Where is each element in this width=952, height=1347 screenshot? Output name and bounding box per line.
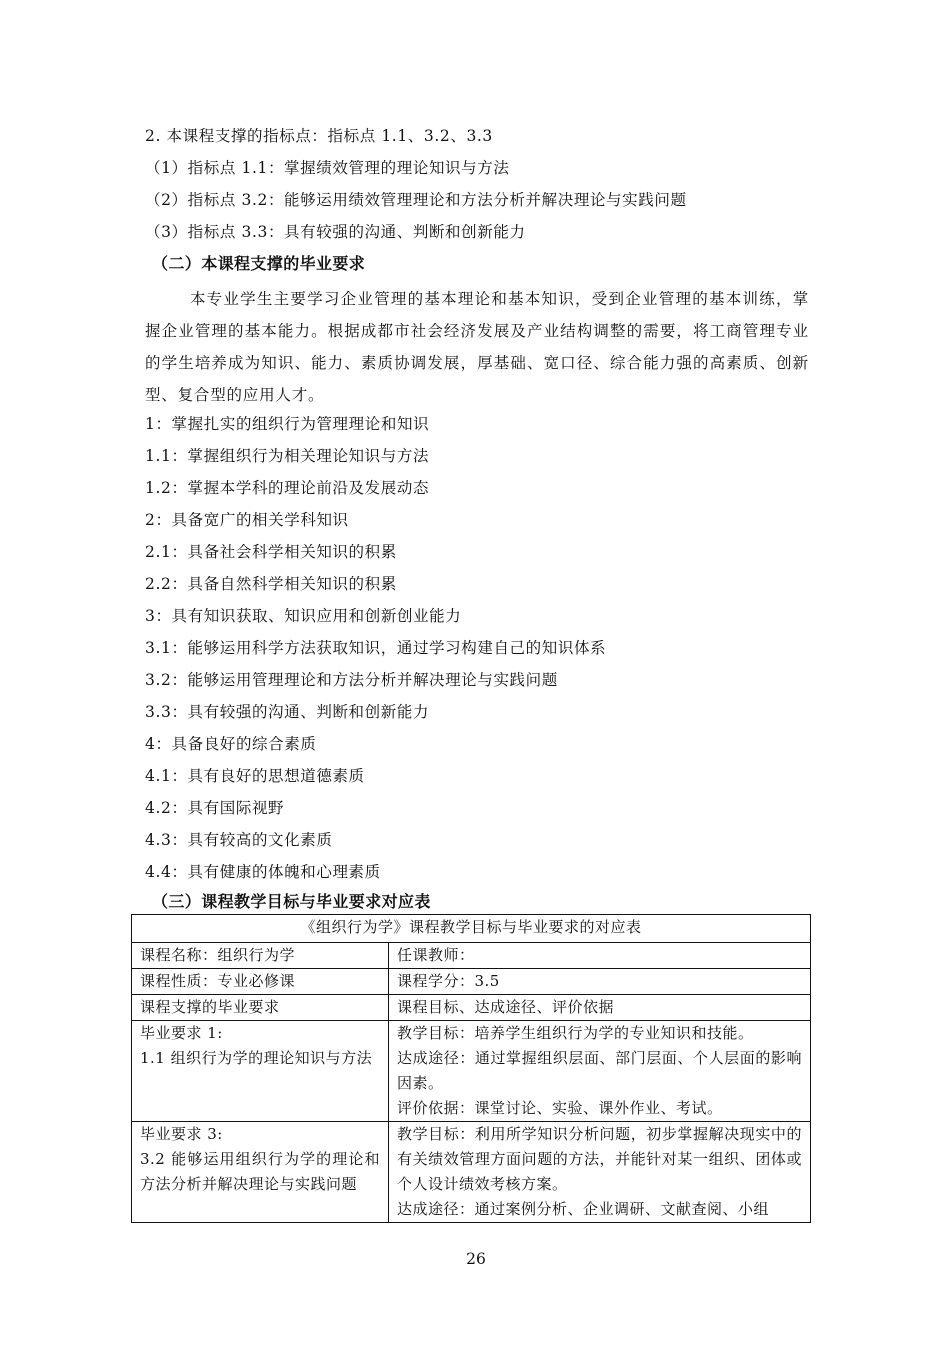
requirement-item: 4.3：具有较高的文化素质 — [145, 831, 333, 849]
section-heading-3: （三）课程教学目标与毕业要求对应表 — [152, 892, 431, 911]
right-column-header: 课程目标、达成途径、评价依据 — [389, 995, 811, 1021]
requirement-item: 2.2：具备自然科学相关知识的积累 — [145, 575, 397, 593]
requirement-item: 2：具备宽广的相关学科知识 — [145, 511, 349, 529]
table-row — [132, 1122, 811, 1223]
requirement-cell — [132, 1021, 389, 1122]
requirement-item: 3：具有知识获取、知识应用和创新创业能力 — [145, 607, 462, 625]
evaluation-basis: 评价依据：课堂讨论、实验、课外作业、考试。 — [397, 1099, 723, 1117]
requirement-item: 4.4：具有健康的体魄和心理素质 — [145, 863, 381, 881]
table-row — [132, 943, 811, 969]
objective-cell — [389, 1021, 811, 1122]
page-number: 26 — [466, 1250, 486, 1268]
indicator-item: （2）指标点 3.2：能够运用绩效管理理论和方法分析并解决理论与实践问题 — [145, 191, 687, 209]
course-name-cell: 课程名称：组织行为学 — [132, 943, 389, 969]
course-nature-cell: 课程性质：专业必修课 — [132, 969, 389, 995]
requirement-item: 1.2：掌握本学科的理论前沿及发展动态 — [145, 479, 430, 497]
teaching-objective: 教学目标：利用所学知识分析问题，初步掌握解决现实中的有关绩效管理方面问题的方法，并能针对某一组织、团体或个人设计绩效考核方案。 — [397, 1125, 802, 1193]
requirement-item: 4.2：具有国际视野 — [145, 799, 285, 817]
indicator-summary: 2. 本课程支撑的指标点：指标点 1.1、3.2、3.3 — [145, 127, 493, 145]
requirement-label: 毕业要求 1: — [140, 1024, 223, 1042]
requirement-item: 4：具备良好的综合素质 — [145, 735, 317, 753]
requirement-detail: 3.2 能够运用组织行为学的理论和方法分析并解决理论与实践问题 — [140, 1150, 380, 1193]
requirement-item: 3.3：具有较强的沟通、判断和创新能力 — [145, 703, 430, 721]
achievement-path: 达成途径：通过掌握组织层面、部门层面、个人层面的影响因素。 — [397, 1049, 802, 1092]
teaching-objective: 教学目标：培养学生组织行为学的专业知识和技能。 — [397, 1024, 754, 1042]
achievement-path: 达成途径：通过案例分析、企业调研、文献查阅、小组 — [397, 1200, 770, 1218]
table-title: 《组织行为学》课程教学目标与毕业要求的对应表 — [132, 915, 811, 943]
requirement-item: 2.1：具备社会科学相关知识的积累 — [145, 543, 397, 561]
mapping-table — [131, 914, 811, 1223]
requirement-item: 3.2：能够运用管理理论和方法分析并解决理论与实践问题 — [145, 671, 558, 689]
table-row — [132, 1021, 811, 1122]
requirement-item: 3.1：能够运用科学方法获取知识，通过学习构建自己的知识体系 — [145, 639, 607, 657]
section-heading-2: （二）本课程支撑的毕业要求 — [152, 254, 366, 273]
table-row — [132, 995, 811, 1021]
indicator-item: （3）指标点 3.3：具有较强的沟通、判断和创新能力 — [145, 223, 526, 241]
requirement-label: 毕业要求 3: — [140, 1125, 223, 1143]
requirement-item: 1.1：掌握组织行为相关理论知识与方法 — [145, 447, 430, 465]
teacher-cell: 任课教师： — [389, 943, 811, 969]
intro-paragraph: 本专业学生主要学习企业管理的基本理论和基本知识，受到企业管理的基本训练，掌握企业管理的基本能力。根据成都市社会经济发展及产业结构调整的需要，将工商管理专业的学生培养成为知识、能力、素质协调发展，厚基础、宽口径、综合能力强的高素质、创新型、复合型的应用人才。 — [145, 290, 809, 404]
requirement-item: 4.1：具有良好的思想道德素质 — [145, 767, 365, 785]
objective-cell — [389, 1122, 811, 1223]
left-column-header: 课程支撑的毕业要求 — [132, 995, 389, 1021]
requirement-item: 1：掌握扎实的组织行为管理理论和知识 — [145, 415, 430, 433]
requirement-detail: 1.1 组织行为学的理论知识与方法 — [140, 1049, 373, 1067]
indicator-item: （1）指标点 1.1：掌握绩效管理的理论知识与方法 — [145, 159, 510, 177]
table-row — [132, 969, 811, 995]
requirement-cell — [132, 1122, 389, 1223]
credits-cell: 课程学分：3.5 — [389, 969, 811, 995]
table-row — [132, 915, 811, 943]
